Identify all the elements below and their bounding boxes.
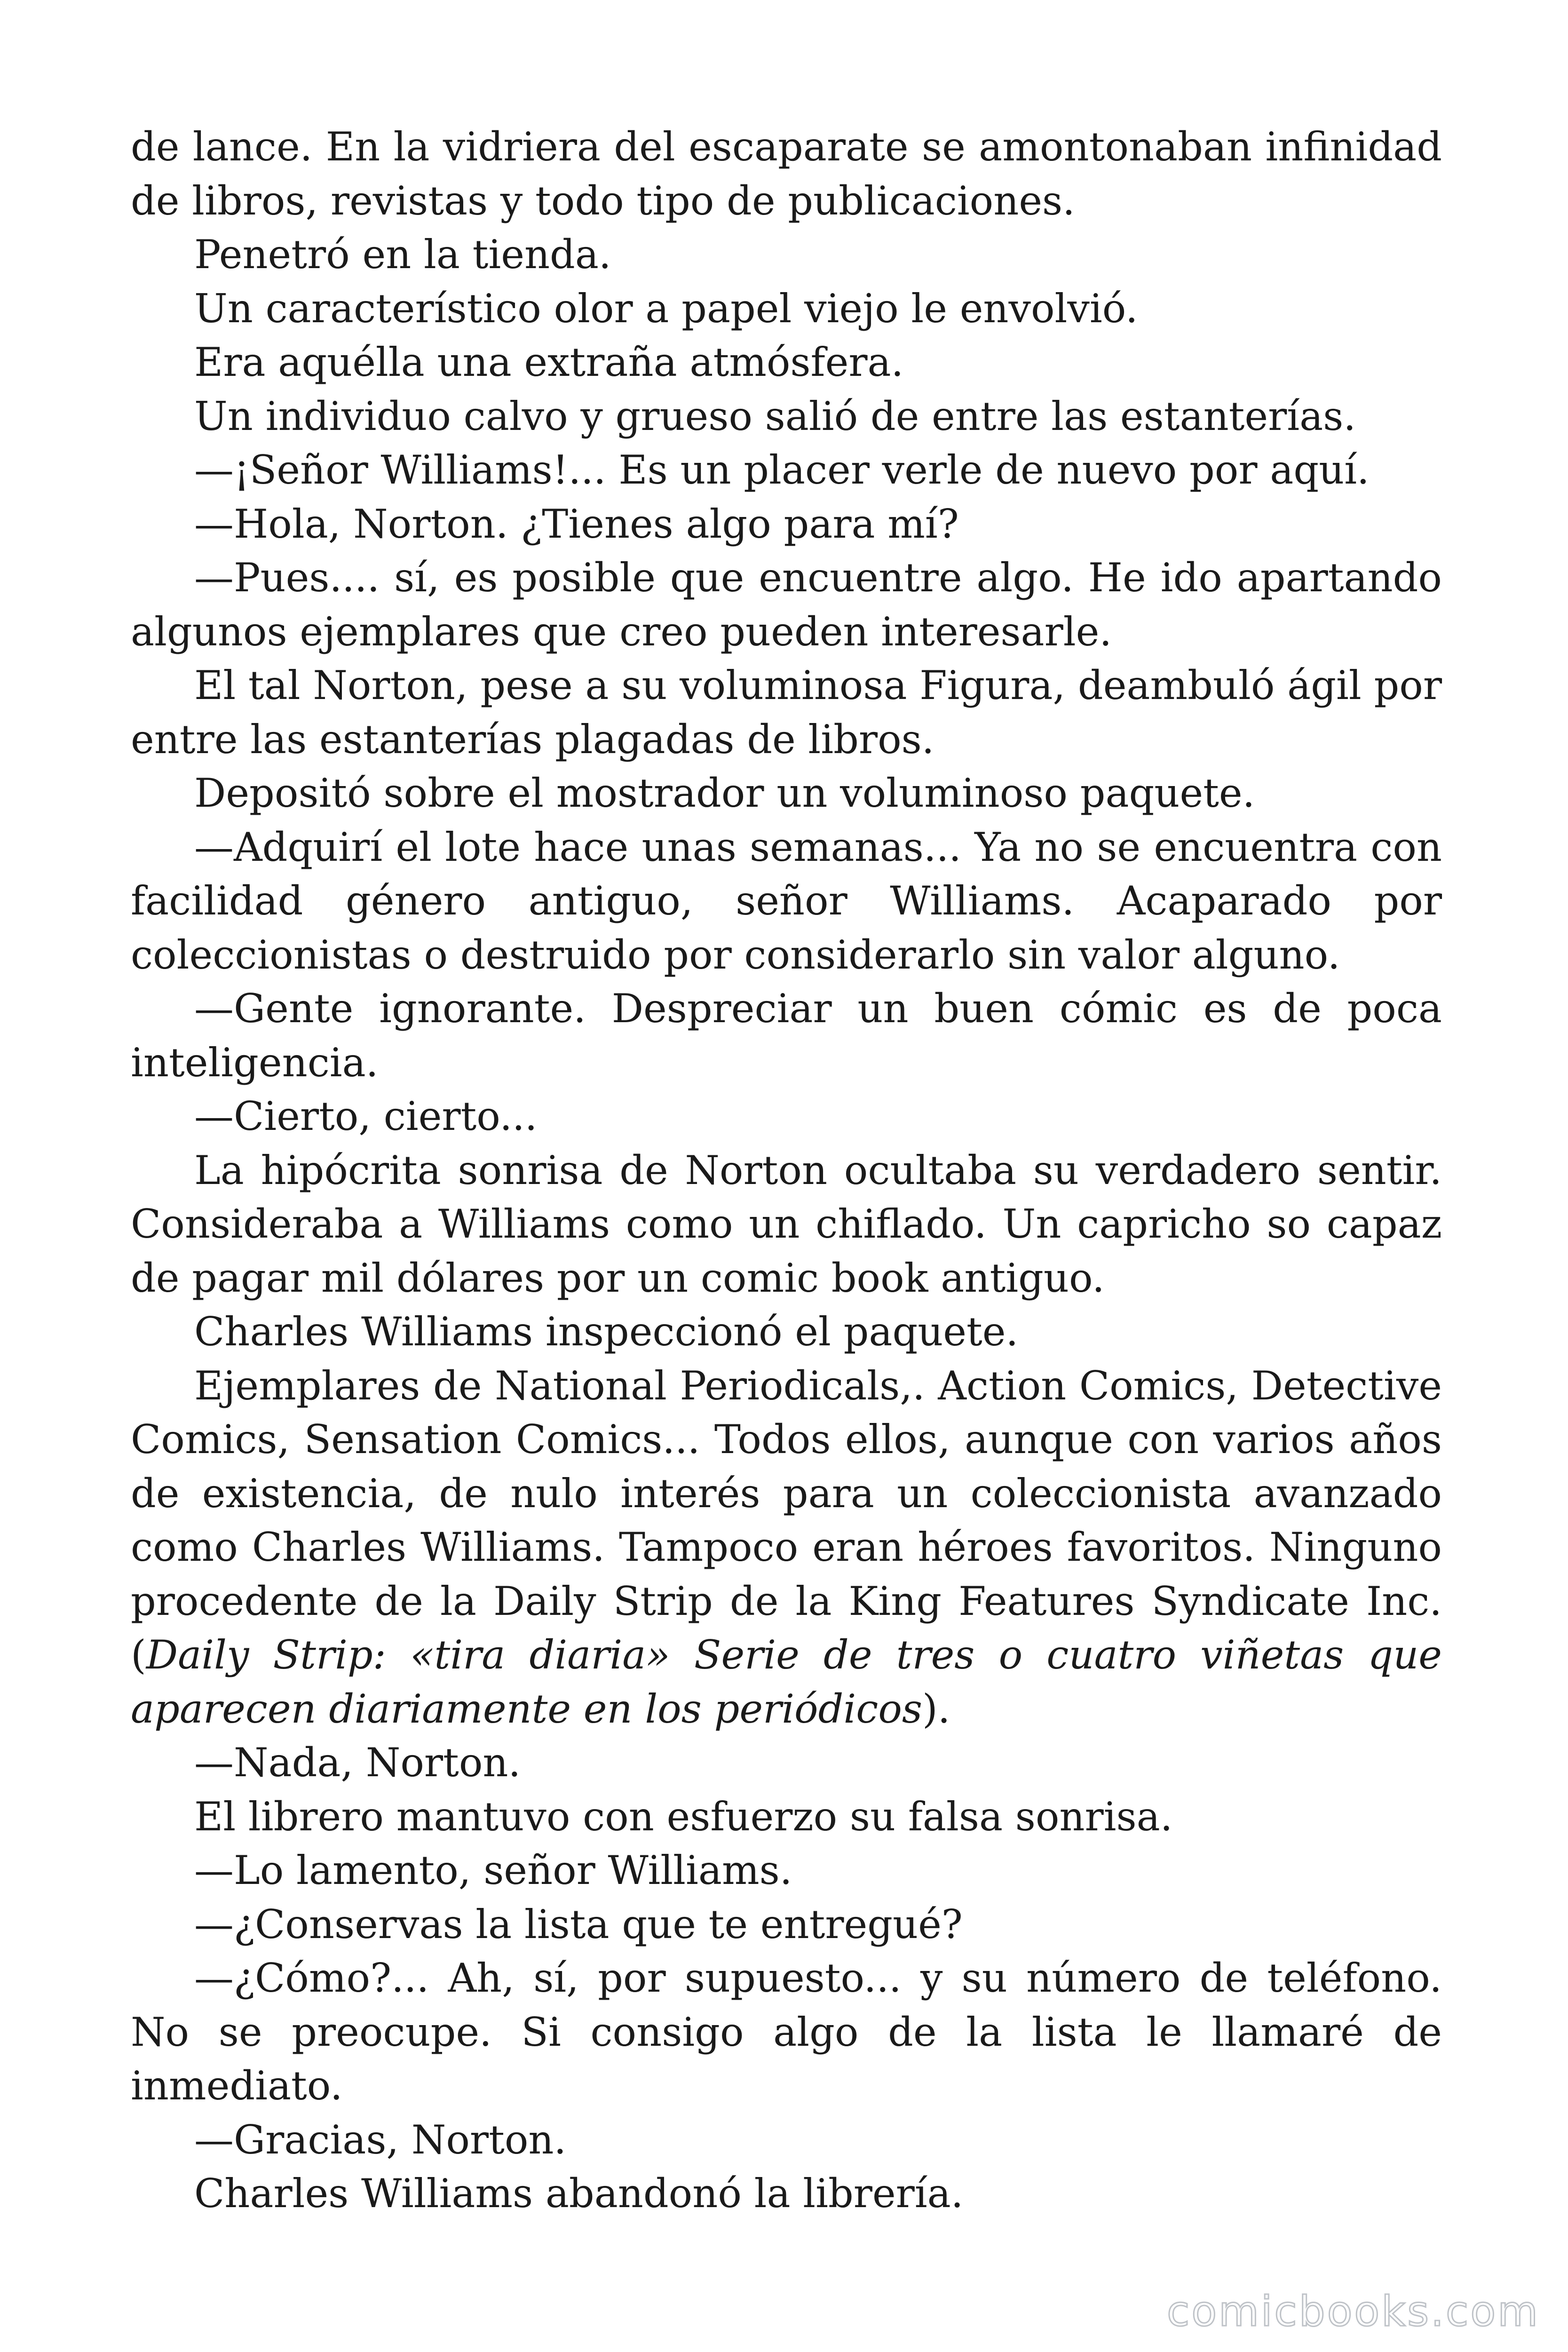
paragraph: El tal Norton, pese a su voluminosa Figura, deambuló ágil por entre las estanterías plagadas de libros. bbox=[131, 662, 1442, 763]
paragraph: Un individuo calvo y grueso salió de entre las estanterías. bbox=[194, 393, 1356, 439]
dialogue-line: —Gente ignorante. Despreciar un buen cómic es de poca inteligencia. bbox=[131, 985, 1442, 1086]
dialogue-line: —Nada, Norton. bbox=[194, 1740, 521, 1786]
paragraph: La hipócrita sonrisa de Norton ocultaba su verdadero sentir. Consideraba a Williams como un chiflado. Un capricho so capaz de pagar mil dólares por un comic book antiguo. bbox=[131, 1147, 1442, 1301]
paragraph-text: ). bbox=[922, 1685, 950, 1732]
paragraph: Un característico olor a papel viejo le envolvió. bbox=[194, 285, 1138, 332]
paragraph: El librero mantuvo con esfuerzo su falsa sonrisa. bbox=[194, 1793, 1173, 1840]
body-text bbox=[131, 120, 1442, 2221]
italic-note: Daily Strip: «tira diaria» Serie de tres o cuatro viñetas que aparecen diariamente en los periódicos bbox=[131, 1632, 1442, 1732]
dialogue-line: —¿Conservas la lista que te entregué? bbox=[194, 1901, 963, 1947]
dialogue-line: —Lo lamento, señor Williams. bbox=[194, 1847, 792, 1893]
paragraph-text: Ejemplares de National Periodicals,. Action Comics, Detective Comics, Sensation Comics... Todos ellos, aunque con varios años de existencia, de nulo interés para un coleccionista avanzado como Charles Williams. Tampoco eran héroes favoritos. Ninguno procedente de la Daily Strip de la King Features Syndicate Inc. ( bbox=[131, 1362, 1442, 1678]
dialogue-line: —Hola, Norton. ¿Tienes algo para mí? bbox=[194, 501, 959, 547]
paragraph: de lance. En la vidriera del escaparate se amontonaban infinidad de libros, revistas y todo tipo de publicaciones. bbox=[131, 124, 1442, 224]
paragraph: Depositó sobre el mostrador un voluminoso paquete. bbox=[194, 770, 1255, 816]
paragraph: Era aquélla una extraña atmósfera. bbox=[194, 339, 904, 385]
paragraph: Charles Williams inspeccionó el paquete. bbox=[194, 1309, 1019, 1355]
dialogue-line: —Adquirí el lote hace unas semanas... Ya no se encuentra con facilidad género antiguo, señor Williams. Acaparado por coleccionistas o destruido por considerarlo sin valor alguno. bbox=[131, 824, 1442, 978]
dialogue-line: —Gracias, Norton. bbox=[194, 2116, 567, 2163]
dialogue-line: —¡Señor Williams!... Es un placer verle de nuevo por aquí. bbox=[194, 447, 1370, 493]
dialogue-line: —¿Cómo?... Ah, sí, por supuesto... y su número de teléfono. No se preocupe. Si consigo algo de la lista le llamaré de inmediato. bbox=[131, 1955, 1442, 2109]
paragraph: Penetró en la tienda. bbox=[194, 231, 611, 278]
dialogue-line: —Pues.... sí, es posible que encuentre algo. He ido apartando algunos ejemplares que creo pueden interesarle. bbox=[131, 555, 1442, 655]
paragraph: Charles Williams abandonó la librería. bbox=[194, 2170, 964, 2217]
dialogue-line: —Cierto, cierto... bbox=[194, 1093, 538, 1139]
paragraph-with-note bbox=[131, 1359, 1442, 1736]
watermark-text: comicbooks.com bbox=[1166, 2287, 1540, 2336]
